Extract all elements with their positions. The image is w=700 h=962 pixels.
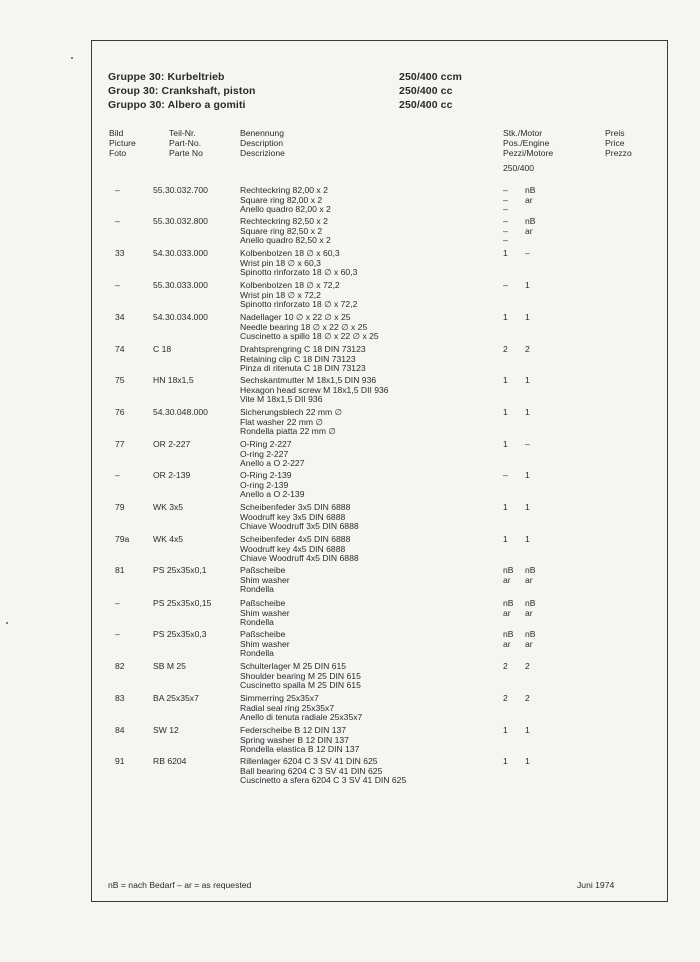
description-line: Hexagon head screw M 18x1,5 DII 936 bbox=[240, 384, 389, 395]
quantity-value: 1 bbox=[525, 470, 530, 480]
bild-number: 33 bbox=[115, 248, 125, 258]
part-number: RB 6204 bbox=[153, 756, 187, 766]
quantity-250 bbox=[503, 217, 508, 246]
quantity-value: ar bbox=[503, 607, 511, 618]
quantity-value bbox=[525, 205, 536, 215]
quantity-value: – bbox=[525, 248, 530, 258]
description-line: Flat washer 22 mm ∅ bbox=[240, 416, 323, 427]
quantity-value: 1 bbox=[525, 502, 530, 512]
quantity-value: – bbox=[503, 225, 508, 236]
bild-number: – bbox=[115, 629, 120, 639]
quantity-400 bbox=[525, 313, 530, 323]
quantity-250 bbox=[503, 249, 508, 259]
group-title: Group 30: Crankshaft, piston bbox=[108, 85, 256, 97]
description-line: Anello a O 2-139 bbox=[240, 489, 305, 500]
part-description bbox=[240, 376, 389, 405]
description-line: Anello a O 2-227 bbox=[240, 458, 305, 469]
engine-variant-label: 250/400 bbox=[503, 163, 535, 173]
part-description bbox=[240, 313, 379, 342]
header-stk-motor: Stk./Motor Pos./Engine Pezzi/Motore bbox=[503, 128, 554, 158]
description-line: Anello quadro 82,00 x 2 bbox=[240, 204, 331, 215]
quantity-value: 1 bbox=[503, 375, 508, 385]
engine-cc: 250/400 cc bbox=[399, 85, 453, 97]
quantity-value: ar bbox=[503, 574, 511, 585]
quantity-value: 1 bbox=[503, 725, 508, 735]
description-line: Paßscheibe bbox=[240, 629, 286, 639]
part-description bbox=[240, 345, 366, 374]
quantity-250 bbox=[503, 694, 508, 704]
part-number: C 18 bbox=[153, 344, 172, 354]
description-line: Rechteckring 82,00 x 2 bbox=[240, 185, 328, 195]
group-title: Gruppo 30: Albero a gomiti bbox=[108, 99, 246, 111]
description-line: Federscheibe B 12 DIN 137 bbox=[240, 725, 347, 735]
paper-speck bbox=[71, 57, 73, 59]
quantity-value: 1 bbox=[503, 756, 508, 766]
quantity-value: 1 bbox=[525, 407, 530, 417]
part-number: WK 4x5 bbox=[153, 534, 184, 544]
description-line: O-Ring 2-139 bbox=[240, 470, 292, 480]
quantity-value: 1 bbox=[503, 407, 508, 417]
description-line: Square ring 82,50 x 2 bbox=[240, 225, 323, 236]
quantity-value: ar bbox=[503, 638, 511, 649]
description-line: Chiave Woodruff 3x5 DIN 6888 bbox=[240, 521, 359, 532]
description-line: Spinotto rinforzato 18 ∅ x 60,3 bbox=[240, 267, 358, 278]
quantity-value: nB bbox=[503, 565, 514, 575]
description-line: Chiave Woodruff 4x5 DIN 6888 bbox=[240, 553, 359, 564]
description-line: Shim washer bbox=[240, 574, 290, 585]
part-number: 54.30.048.000 bbox=[153, 407, 208, 417]
quantity-250 bbox=[503, 471, 508, 481]
bild-number: 34 bbox=[115, 312, 125, 322]
header-preis: Preis Price Prezzo bbox=[605, 128, 632, 158]
quantity-value: – bbox=[503, 470, 508, 480]
quantity-value: 1 bbox=[525, 280, 530, 290]
part-number: 54.30.033.000 bbox=[153, 248, 208, 258]
quantity-250 bbox=[503, 376, 508, 386]
quantity-value: 2 bbox=[525, 661, 530, 671]
part-number: PS 25x35x0,15 bbox=[153, 598, 212, 608]
description-line: Scheibenfeder 4x5 DIN 6888 bbox=[240, 534, 351, 544]
quantity-value: ar bbox=[525, 638, 533, 649]
engine-cc: 250/400 cc bbox=[399, 99, 453, 111]
group-title: Gruppe 30: Kurbeltrieb bbox=[108, 71, 225, 83]
description-line: Nadellager 10 ∅ x 22 ∅ x 25 bbox=[240, 312, 351, 322]
quantity-250 bbox=[503, 345, 508, 355]
quantity-value: 1 bbox=[503, 439, 508, 449]
quantity-400 bbox=[525, 535, 530, 545]
description-line: Wrist pin 18 ∅ x 60,3 bbox=[240, 257, 321, 268]
description-line: Drahtsprengring C 18 DIN 73123 bbox=[240, 344, 366, 354]
quantity-400 bbox=[525, 408, 530, 418]
part-number: PS 25x35x0,1 bbox=[153, 565, 207, 575]
description-line: Rondella bbox=[240, 617, 274, 628]
bild-number: 84 bbox=[115, 725, 125, 735]
part-number: WK 3x5 bbox=[153, 502, 184, 512]
bild-number: 74 bbox=[115, 344, 125, 354]
part-description bbox=[240, 535, 359, 564]
quantity-250 bbox=[503, 566, 514, 585]
quantity-value: nB bbox=[503, 629, 514, 639]
description-line: Radial seal ring 25x35x7 bbox=[240, 702, 335, 713]
description-line: Schulterlager M 25 DIN 615 bbox=[240, 661, 347, 671]
description-line: O-ring 2-227 bbox=[240, 448, 289, 459]
quantity-250 bbox=[503, 186, 508, 215]
bild-number: 79 bbox=[115, 502, 125, 512]
description-line: Paßscheibe bbox=[240, 565, 286, 575]
quantity-value: 2 bbox=[525, 344, 530, 354]
quantity-value: 1 bbox=[525, 312, 530, 322]
part-description bbox=[240, 757, 406, 786]
part-number: SW 12 bbox=[153, 725, 179, 735]
quantity-400 bbox=[525, 503, 530, 513]
description-line: Rondella bbox=[240, 648, 274, 659]
quantity-value: – bbox=[503, 235, 508, 246]
part-description bbox=[240, 694, 362, 723]
header-bild: Bild Picture Foto bbox=[109, 128, 136, 158]
description-line: Kolbenbolzen 18 ∅ x 72,2 bbox=[240, 280, 340, 290]
quantity-400 bbox=[525, 249, 530, 259]
description-line: Ball bearing 6204 C 3 SV 41 DIN 625 bbox=[240, 765, 383, 776]
part-description bbox=[240, 630, 290, 659]
description-line: Vite M 18x1,5 DII 936 bbox=[240, 394, 323, 405]
description-line: Wrist pin 18 ∅ x 72,2 bbox=[240, 289, 321, 300]
part-description bbox=[240, 217, 331, 246]
part-number: BA 25x35x7 bbox=[153, 693, 199, 703]
part-number: 55.30.032.800 bbox=[153, 216, 208, 226]
quantity-value: nB bbox=[525, 598, 536, 608]
quantity-value: 2 bbox=[503, 661, 508, 671]
description-line: Shim washer bbox=[240, 607, 290, 618]
quantity-400 bbox=[525, 566, 536, 585]
quantity-value: – bbox=[503, 194, 508, 205]
description-line: Spring washer B 12 DIN 137 bbox=[240, 734, 349, 745]
description-line: Woodruff key 3x5 DIN 6888 bbox=[240, 511, 346, 522]
bild-number: – bbox=[115, 470, 120, 480]
quantity-value: – bbox=[503, 216, 508, 226]
bild-number: 79a bbox=[115, 534, 130, 544]
quantity-250 bbox=[503, 630, 514, 649]
part-description bbox=[240, 599, 290, 628]
bild-number: – bbox=[115, 280, 120, 290]
part-description bbox=[240, 566, 290, 595]
bild-number: 82 bbox=[115, 661, 125, 671]
description-line: Woodruff key 4x5 DIN 6888 bbox=[240, 543, 346, 554]
description-line: Shoulder bearing M 25 DIN 615 bbox=[240, 670, 361, 681]
quantity-value: 1 bbox=[525, 375, 530, 385]
bild-number: – bbox=[115, 185, 120, 195]
bild-number: 76 bbox=[115, 407, 125, 417]
bild-number: 83 bbox=[115, 693, 125, 703]
quantity-250 bbox=[503, 440, 508, 450]
header-teil: Teil-Nr. Part-No. Parte No bbox=[169, 128, 203, 158]
bild-number: – bbox=[115, 598, 120, 608]
quantity-value: nB bbox=[525, 216, 536, 226]
description-line: Square ring 82,00 x 2 bbox=[240, 194, 323, 205]
quantity-value bbox=[525, 236, 536, 246]
description-line: Cuscinetto a spillo 18 ∅ x 22 ∅ x 25 bbox=[240, 331, 379, 342]
quantity-250 bbox=[503, 757, 508, 767]
description-line: Anello di tenuta radiale 25x35x7 bbox=[240, 712, 363, 723]
quantity-250 bbox=[503, 313, 508, 323]
bild-number: – bbox=[115, 216, 120, 226]
description-line: Needle bearing 18 ∅ x 22 ∅ x 25 bbox=[240, 321, 368, 332]
description-line: Sechskantmutter M 18x1,5 DIN 936 bbox=[240, 375, 377, 385]
description-line: Pinza di ritenuta C 18 DIN 73123 bbox=[240, 363, 366, 374]
part-number: OR 2-139 bbox=[153, 470, 191, 480]
description-line: Simmerring 25x35x7 bbox=[240, 693, 319, 703]
part-description bbox=[240, 408, 342, 437]
quantity-value: nB bbox=[503, 598, 514, 608]
part-number: PS 25x35x0,3 bbox=[153, 629, 207, 639]
quantity-value: 1 bbox=[503, 502, 508, 512]
quantity-250 bbox=[503, 408, 508, 418]
description-line: Shim washer bbox=[240, 638, 290, 649]
part-description bbox=[240, 726, 359, 755]
quantity-400 bbox=[525, 281, 530, 291]
quantity-400 bbox=[525, 599, 536, 618]
quantity-value: 2 bbox=[503, 344, 508, 354]
quantity-value: – bbox=[503, 204, 508, 215]
quantity-400 bbox=[525, 217, 536, 246]
description-line: O-ring 2-139 bbox=[240, 479, 289, 490]
bild-number: 91 bbox=[115, 756, 125, 766]
quantity-250 bbox=[503, 726, 508, 736]
quantity-value: 2 bbox=[503, 693, 508, 703]
quantity-value: nB bbox=[525, 629, 536, 639]
quantity-250 bbox=[503, 281, 508, 291]
quantity-250 bbox=[503, 503, 508, 513]
header-benennung: Benennung Description Descrizione bbox=[240, 128, 285, 158]
part-description bbox=[240, 281, 357, 310]
description-line: Anello quadro 82,50 x 2 bbox=[240, 235, 331, 246]
quantity-400 bbox=[525, 662, 530, 672]
quantity-400 bbox=[525, 471, 530, 481]
description-line: Retaining clip C 18 DIN 73123 bbox=[240, 353, 356, 364]
part-description bbox=[240, 186, 331, 215]
quantity-value: 1 bbox=[503, 534, 508, 544]
part-description bbox=[240, 662, 361, 691]
description-line: Cuscinetto spalla M 25 DIN 615 bbox=[240, 680, 361, 691]
quantity-value: ar bbox=[525, 574, 533, 585]
bild-number: 81 bbox=[115, 565, 125, 575]
quantity-400 bbox=[525, 694, 530, 704]
quantity-400 bbox=[525, 376, 530, 386]
bild-number: 75 bbox=[115, 375, 125, 385]
description-line: Paßscheibe bbox=[240, 598, 286, 608]
description-line: Rondella piatta 22 mm ∅ bbox=[240, 426, 336, 437]
quantity-400 bbox=[525, 630, 536, 649]
footer-date: Juni 1974 bbox=[577, 880, 615, 890]
footer-legend: nB = nach Bedarf – ar = as requested bbox=[108, 880, 252, 890]
part-description bbox=[240, 503, 359, 532]
quantity-value: 1 bbox=[503, 312, 508, 322]
quantity-400 bbox=[525, 186, 536, 215]
quantity-400 bbox=[525, 726, 530, 736]
quantity-250 bbox=[503, 662, 508, 672]
quantity-250 bbox=[503, 535, 508, 545]
description-line: Rondella bbox=[240, 584, 274, 595]
quantity-value: 1 bbox=[525, 725, 530, 735]
quantity-value: 1 bbox=[525, 756, 530, 766]
quantity-400 bbox=[525, 757, 530, 767]
bild-number: 77 bbox=[115, 439, 125, 449]
quantity-400 bbox=[525, 345, 530, 355]
quantity-value: – bbox=[525, 439, 530, 449]
description-line: Cuscinetto a sfera 6204 C 3 SV 41 DIN 625 bbox=[240, 775, 407, 786]
description-line: Rondella elastica B 12 DIN 137 bbox=[240, 744, 360, 755]
part-number: 55.30.033.000 bbox=[153, 280, 208, 290]
quantity-value: ar bbox=[525, 225, 533, 236]
description-line: Kolbenbolzen 18 ∅ x 60,3 bbox=[240, 248, 340, 258]
quantity-value: 1 bbox=[525, 534, 530, 544]
quantity-value: 2 bbox=[525, 693, 530, 703]
description-line: Rechteckring 82,50 x 2 bbox=[240, 216, 328, 226]
part-number: 54.30.034.000 bbox=[153, 312, 208, 322]
quantity-250 bbox=[503, 599, 514, 618]
paper-speck bbox=[6, 622, 8, 624]
description-line: O-Ring 2-227 bbox=[240, 439, 292, 449]
quantity-value: 1 bbox=[503, 248, 508, 258]
part-number: SB M 25 bbox=[153, 661, 186, 671]
part-description bbox=[240, 471, 305, 500]
description-line: Spinotto rinforzato 18 ∅ x 72,2 bbox=[240, 299, 358, 310]
description-line: Sicherungsblech 22 mm ∅ bbox=[240, 407, 343, 417]
quantity-value: ar bbox=[525, 194, 533, 205]
part-number: OR 2-227 bbox=[153, 439, 191, 449]
description-line: Scheibenfeder 3x5 DIN 6888 bbox=[240, 502, 351, 512]
quantity-value: – bbox=[503, 185, 508, 195]
description-line: Rillenlager 6204 C 3 SV 41 DIN 625 bbox=[240, 756, 378, 766]
part-number: 55.30.032.700 bbox=[153, 185, 208, 195]
part-number: HN 18x1,5 bbox=[153, 375, 194, 385]
quantity-value: – bbox=[503, 280, 508, 290]
part-description bbox=[240, 249, 357, 278]
quantity-value: nB bbox=[525, 565, 536, 575]
quantity-value: nB bbox=[525, 185, 536, 195]
engine-cc: 250/400 ccm bbox=[399, 71, 462, 83]
quantity-400 bbox=[525, 440, 530, 450]
part-description bbox=[240, 440, 305, 469]
quantity-value: ar bbox=[525, 607, 533, 618]
